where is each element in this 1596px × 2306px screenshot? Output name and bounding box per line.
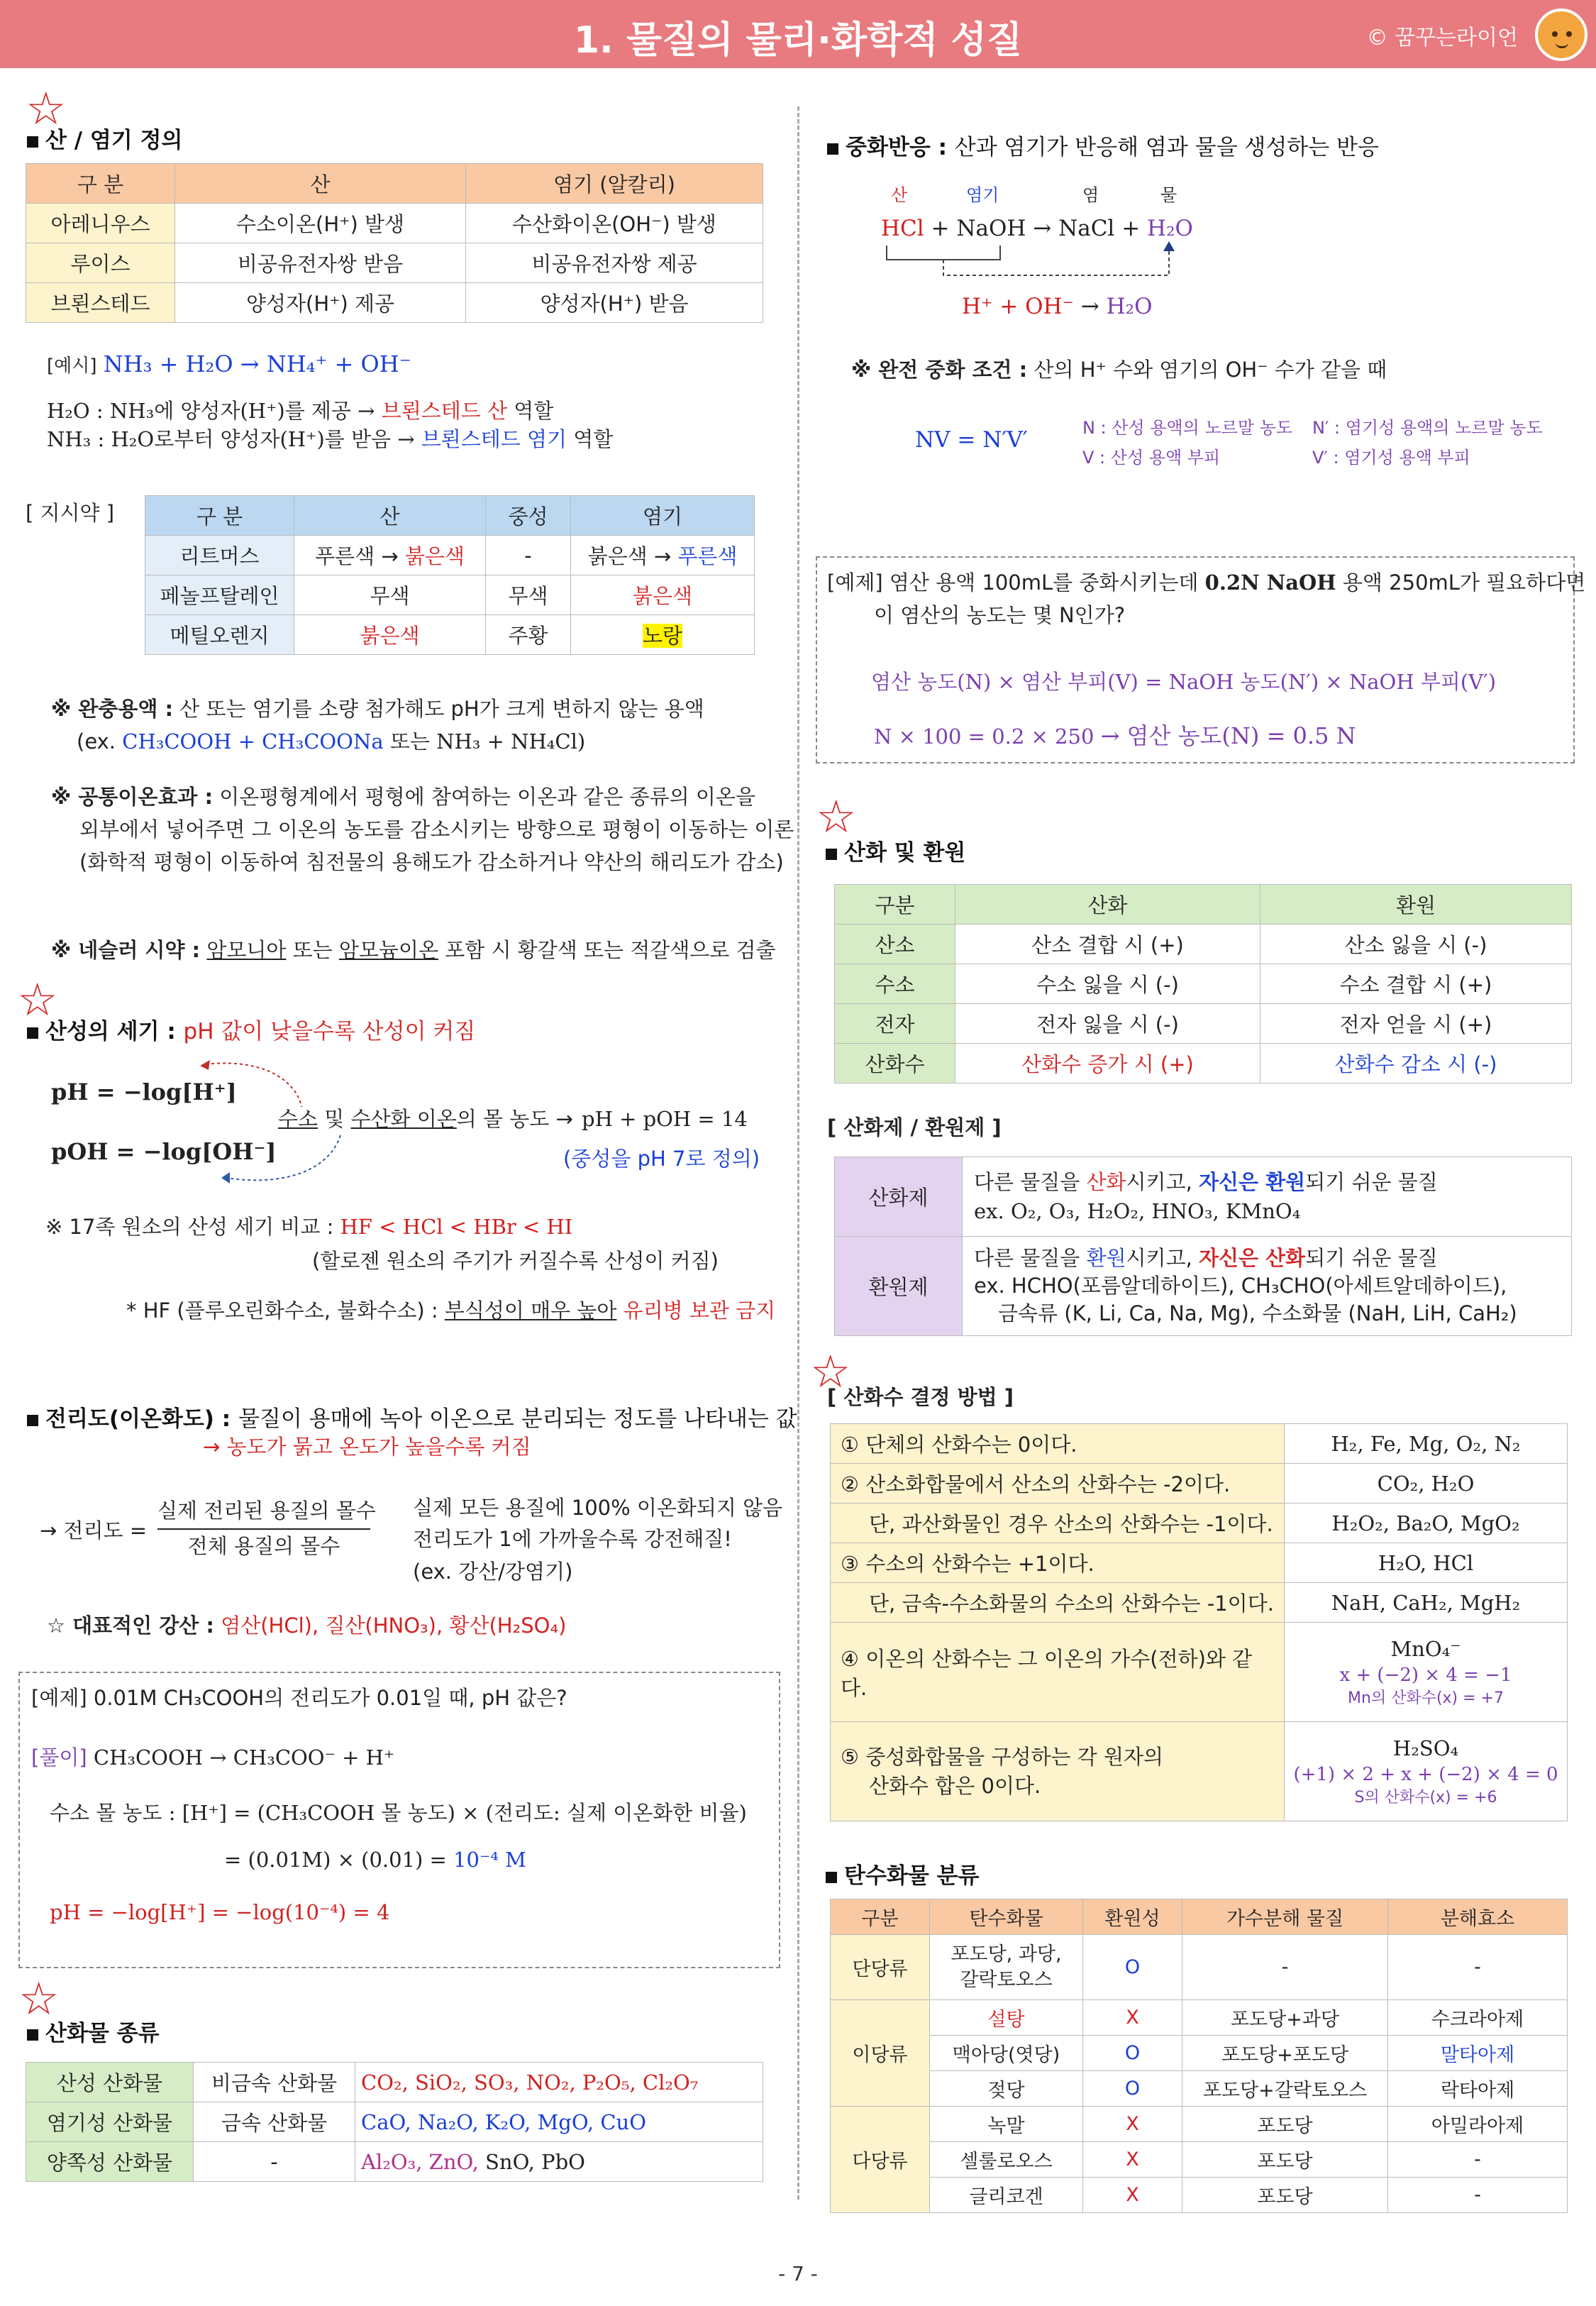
section-oxides-title: 산화물 종류 <box>27 2015 160 2047</box>
acid-base-line1: H₂O : NH₃에 양성자(H⁺)를 제공 → 브뢴스테드 산 역할 <box>47 399 554 423</box>
complete-neutralization: ※ 완전 중화 조건 : 산의 H⁺ 수와 염기의 OH⁻ 수가 같을 때 <box>851 358 1387 382</box>
label-salt: 염 <box>1082 185 1099 205</box>
n-prime-definition: N′ : 염기성 용액의 노르말 농도 <box>1312 418 1543 438</box>
fraction-bar <box>157 1528 370 1530</box>
redox-table: 구분 산화 환원 산소 산소 결합 시 (+) 산소 잃을 시 (-) 수소 수소 잃을 시 (-) 수소 결합 시 (+) 전자 전자 잃을 시 (-) 전자 얻을 시 (+) 산화수 산화수 증가 시 (+) 산화수 감소 시 (-) <box>834 884 1572 1083</box>
section-ionization-title: 전리도(이온화도) : 물질이 용매에 녹아 이온으로 분리되는 정도를 나타내는 값 <box>27 1401 797 1433</box>
page-number: - 7 - <box>778 2262 818 2285</box>
v-definition: V : 산성 용액 부피 <box>1082 448 1221 468</box>
ionization-numerator: 실제 전리된 용질의 몰수 <box>157 1499 376 1523</box>
column-divider <box>797 106 799 2200</box>
star-icon: ☆ <box>816 791 857 844</box>
example2-q2: 이 염산의 농도는 몇 N인가? <box>874 603 1126 627</box>
hf-note: * HF (플루오린화수소, 불화수소) : 부식성이 매우 높아 유리병 보관 금지 <box>126 1298 776 1323</box>
indicator-label: [ 지시약 ] <box>26 501 115 525</box>
common-ion-line2: 외부에서 넣어주면 그 이온의 농도를 감소시키는 방향으로 평형이 이동하는 이론 <box>79 817 794 842</box>
nv-formula: NV = N′V′ <box>915 427 1028 453</box>
star-icon: ☆ <box>810 1346 851 1399</box>
section-redox-title: 산화 및 환원 <box>826 834 965 866</box>
neutralization-eq2: H⁺ + OH⁻ → H₂O <box>962 294 1153 319</box>
example2-a2: N × 100 = 0.2 × 250 → 염산 농도(N) = 0.5 N <box>874 722 1356 749</box>
indicator-table: 구 분 산 중성 염기 리트머스 푸른색 → 붉은색 - 붉은색 → 푸른색 페놀프탈레인 무색 무색 붉은색 메틸오렌지 붉은색 주황 노랑 <box>145 495 755 655</box>
section-neutralization-title: 중화반응 : 산과 염기가 반응해 염과 물을 생성하는 반응 <box>827 129 1379 161</box>
neutralization-bracket <box>880 241 1192 284</box>
ph-sum: pH + pOH = 14 <box>582 1107 748 1131</box>
label-water: 물 <box>1160 185 1177 205</box>
example1-line2: = (0.01M) × (0.01) = 10⁻⁴ M <box>224 1848 526 1872</box>
section-carbs-title: 탄수화물 분류 <box>826 1858 979 1890</box>
page-header <box>0 0 1596 68</box>
concentration-text: 수소 및 수산화 이온의 몰 농도 → <box>278 1107 573 1131</box>
common-ion-note: ※ 공통이온효과 : 이온평형계에서 평형에 참여하는 이온과 같은 종류의 이온을 <box>51 785 755 809</box>
example1-line3: pH = −log[H⁺] = −log(10⁻⁴) = 4 <box>50 1900 390 1924</box>
oxnum-table: ① 단체의 산화수는 0이다. H₂, Fe, Mg, O₂, N₂ ② 산소화합물에서 산소의 산화수는 -2이다. CO₂, H₂O 단, 과산화물인 경우 산소의 산화수는 -1이다. H₂O₂, Ba₂O, MgO₂ ③ 수소의 산화수는 +1이다. H₂O, HCl 단, 금속-수소화물의 수소의 산화수는 -1이다. NaH, CaH₂, MgH₂ ④ 이온의 산화수는 그 이온의 가수(전하)와 같다. MnO₄⁻ x + (−2) × 4 = −1 Mn의 산화수(x) = +7 ⑤ 중성화합물을 구성하는 각 원자의 산화수 합은 0이다. H₂SO₄ (+1) × 2 + x + (−2) × 4 = 0 S의 산화수(x) = +6 <box>830 1423 1568 1821</box>
example1-line1: 수소 몰 농도 : [H⁺] = (CH₃COOH 몰 농도) × (전리도: 실제 이온화한 비율) <box>50 1801 747 1825</box>
ionization-side-1: 실제 모든 용질에 100% 이온화되지 않음 <box>413 1496 783 1520</box>
neutralization-eq1: HCl + NaOH → NaCl + H₂O <box>881 216 1193 241</box>
example2-a1: 염산 농도(N) × 염산 부피(V) = NaOH 농도(N′) × NaOH 부피(V′) <box>871 670 1497 694</box>
example2-q1: [예제] 염산 용액 100mL를 중화시키는데 0.2N NaOH 용액 250mL가 필요하다면 <box>827 570 1586 595</box>
example1-solution: [풀이] CH₃COOH → CH₃COO⁻ + H⁺ <box>31 1745 395 1770</box>
neutral-note: (중성을 pH 7로 정의) <box>563 1147 760 1171</box>
ionization-formula-label: → 전리도 = <box>40 1518 148 1543</box>
agents-table: 산화제 다른 물질을 산화시키고, 자신은 환원되기 쉬운 물질 ex. O₂, O₃, H₂O₂, HNO₃, KMnO₄ 환원제 다른 물질을 환원시키고, 자신은 산화되기 쉬운 물질 ex. HCHO(포름알데하이드), CH₃CHO(아세트알데하이드), 금속류 (K, Li, Ca, Na, Mg), 수소화물 (NaH, LiH, CaH₂) <box>834 1157 1572 1336</box>
common-ion-line3: (화학적 평형이 이동하여 침전물의 용해도가 감소하거나 약산의 해리도가 감소) <box>79 850 784 874</box>
section-acidity-title: 산성의 세기 : pH 값이 낮을수록 산성이 커짐 <box>27 1013 475 1045</box>
label-acid: 산 <box>891 185 908 205</box>
section-acid-base-title: 산 / 염기 정의 <box>27 122 182 154</box>
n-definition: N : 산성 용액의 노르말 농도 <box>1082 418 1293 438</box>
ionization-denominator: 전체 용질의 몰수 <box>187 1534 340 1558</box>
oxnum-title: [ 산화수 결정 방법 ] <box>827 1385 1014 1409</box>
buffer-note: ※ 완충용액 : 산 또는 염기를 소량 첨가해도 pH가 크게 변하지 않는 용액 <box>51 697 704 721</box>
halogen-sub: (할로젠 원소의 주기가 커질수록 산성이 커짐) <box>312 1249 719 1273</box>
page-title: 1. 물질의 물리·화학적 성질 <box>573 19 1023 62</box>
oxides-table: 산성 산화물 비금속 산화물 CO₂, SiO₂, SO₃, NO₂, P₂O₅, Cl₂O₇ 염기성 산화물 금속 산화물 CaO, Na₂O, K₂O, MgO, CuO 양쪽성 산화물 - Al₂O₃, ZnO, SnO, PbO <box>26 2062 763 2182</box>
agents-title: [ 산화제 / 환원제 ] <box>827 1115 1002 1140</box>
star-icon: ☆ <box>18 1973 60 2026</box>
strong-acids: ☆ 대표적인 강산 : 염산(HCl), 질산(HNO₃), 황산(H₂SO₄) <box>47 1613 567 1638</box>
v-prime-definition: V′ : 염기성 용액 부피 <box>1312 448 1470 468</box>
ionization-side-2: 전리도가 1에 가까울수록 강전해질! <box>413 1527 732 1551</box>
acid-base-example: [예시] NH₃ + H₂O → NH₄⁺ + OH⁻ <box>47 351 411 377</box>
lion-logo-icon <box>1535 9 1587 61</box>
example1-question: [예제] 0.01M CH₃COOH의 전리도가 0.01일 때, pH 값은? <box>31 1686 567 1710</box>
nessler-note: ※ 네슬러 시약 : 암모니아 또는 암모늄이온 포함 시 황갈색 또는 적갈색으로 검출 <box>51 938 776 962</box>
label-base: 염기 <box>966 185 999 205</box>
star-icon: ☆ <box>26 83 67 136</box>
copyright: © 꿈꾸는라이언 <box>1366 26 1518 50</box>
star-icon: ☆ <box>17 974 58 1027</box>
ionization-side-3: (ex. 강산/강염기) <box>413 1560 573 1584</box>
poh-equation: pOH = −log[OH⁻] <box>51 1138 277 1165</box>
carbs-table: 구분 탄수화물 환원성 가수분해 물질 분해효소 단당류 포도당, 과당, 갈락토오스 O - - 이당류 설탕 X 포도당+과당 수크라아제 맥아당(엿당) O 포도당+포도당 말타아제 젖당 O 포도당+갈락토오스 락타아제 다당류 녹말 X 포도당 아밀라아제 셀룰로오스 X 포도당 - 글리코겐 X 포도당 - <box>830 1899 1568 2213</box>
ionization-sub: → 농도가 묽고 온도가 높을수록 커짐 <box>203 1435 531 1459</box>
ph-equation: pH = −log[H⁺] <box>51 1078 237 1105</box>
acid-base-table: 구 분 산 염기 (알칼리) 아레니우스 수소이온(H⁺) 발생 수산화이온(OH⁻) 발생 루이스 비공유전자쌍 받음 비공유전자쌍 제공 브뢴스테드 양성자(H⁺) 제공 양성자(H⁺) 받음 <box>26 163 763 323</box>
buffer-example: (ex. CH₃COOH + CH₃COONa 또는 NH₃ + NH₄Cl) <box>77 729 586 754</box>
acid-base-line2: NH₃ : H₂O로부터 양성자(H⁺)를 받음 → 브뢴스테드 염기 역할 <box>47 427 614 451</box>
halogen-note: ※ 17족 원소의 산성 세기 비교 : HF < HCl < HBr < HI <box>45 1215 573 1239</box>
